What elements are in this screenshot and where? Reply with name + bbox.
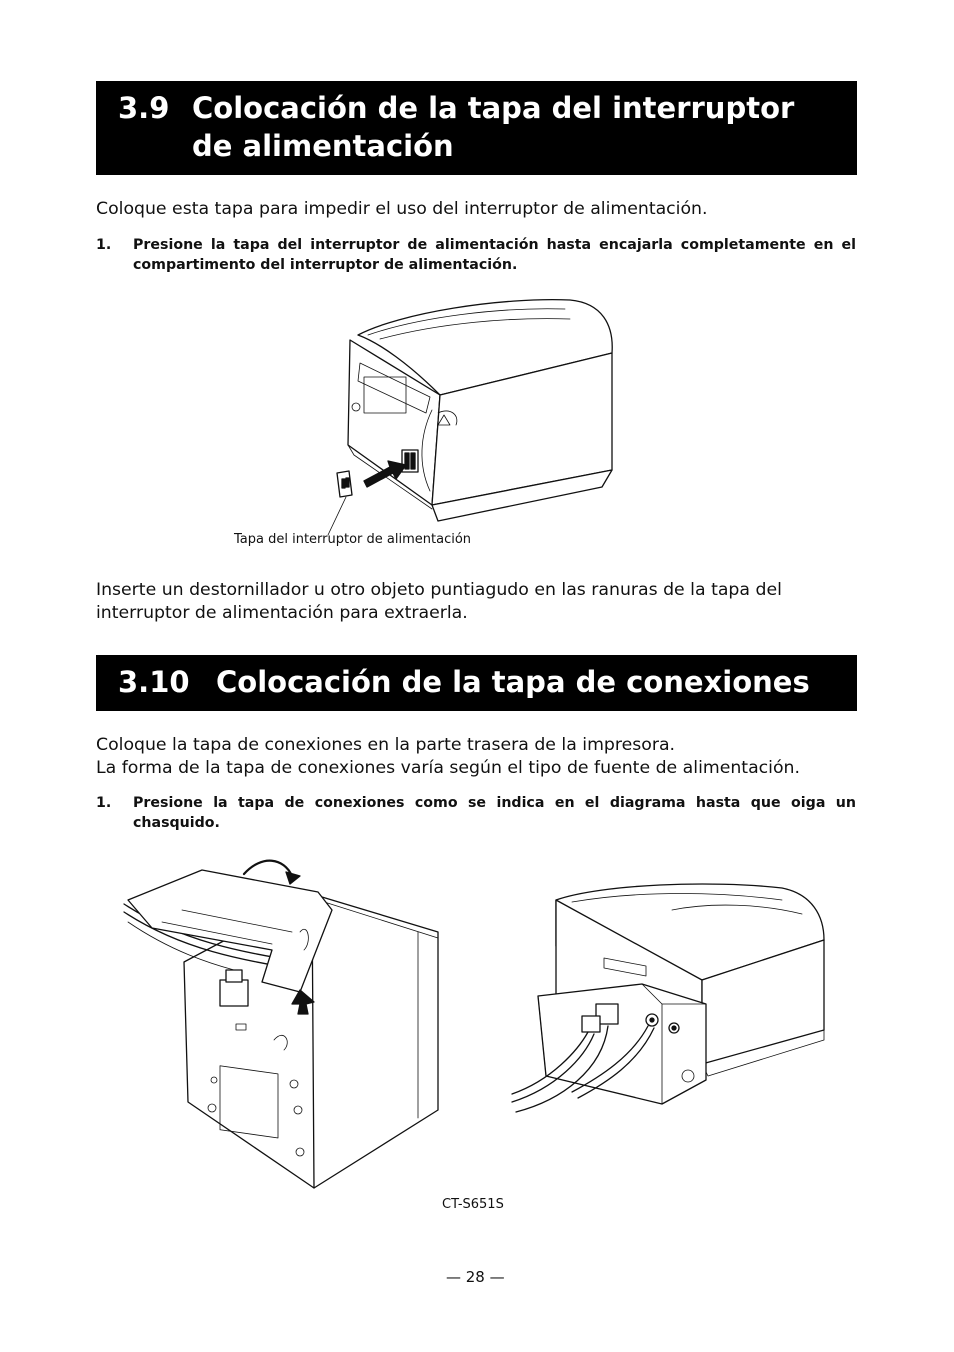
section-number: 3.10 <box>118 665 190 699</box>
step-text: Presione la tapa del interruptor de alimentación hasta encajarla completamente en el compartimento del interruptor de alimentación. <box>133 237 856 273</box>
section-3-10-step-1 <box>96 793 856 833</box>
section-title: Colocación de la tapa de conexiones <box>216 665 810 699</box>
section-3-9-note: Inserte un destornillador u otro objeto puntiagudo en las ranuras de la tapa del interruptor de alimentación para extraerla. <box>96 580 782 623</box>
connector-cover-attach-illustration <box>122 852 442 1197</box>
figure-caption-switch-cover: Tapa del interruptor de alimentación <box>234 532 472 547</box>
section-3-9-step-1 <box>96 235 856 275</box>
section-3-10-heading <box>96 655 857 711</box>
section-3-9-heading <box>96 81 857 175</box>
page-number: — 28 — <box>446 1268 505 1286</box>
section-3-9-intro: Coloque esta tapa para impedir el uso del interruptor de alimentación. <box>96 199 708 219</box>
printer-power-switch-cover-illustration <box>320 295 630 530</box>
connector-cover-attached-illustration <box>512 880 832 1120</box>
section-number: 3.9 <box>118 91 170 125</box>
step-number: 1. <box>96 795 112 811</box>
step-text: Presione la tapa de conexiones como se indica en el diagrama hasta que oiga un chasquido. <box>133 795 856 831</box>
section-3-10-intro-line-2: La forma de la tapa de conexiones varía según el tipo de fuente de alimentación. <box>96 758 800 778</box>
section-title: Colocación de la tapa del interruptor de alimentación <box>192 91 795 163</box>
section-3-10-intro-line-1: Coloque la tapa de conexiones en la parte trasera de la impresora. <box>96 735 676 755</box>
figure-caption-model: CT-S651S <box>442 1197 504 1212</box>
step-number: 1. <box>96 237 112 253</box>
